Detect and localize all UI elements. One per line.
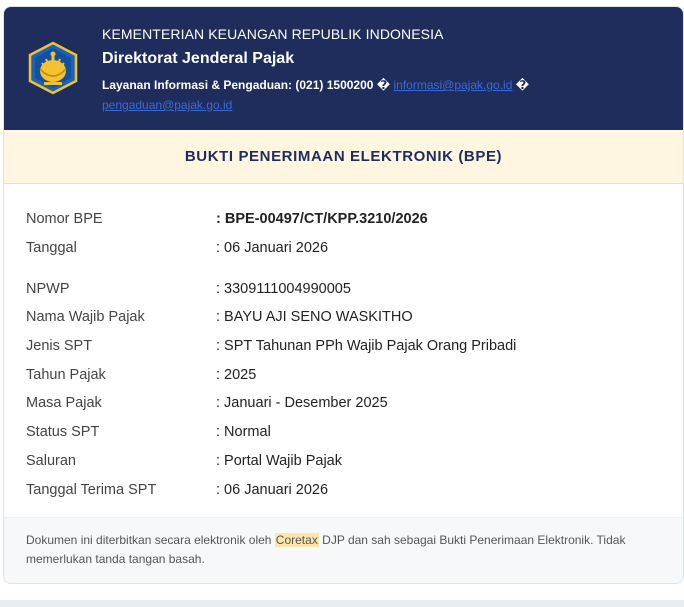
detail-row-nama bbox=[26, 303, 666, 332]
detail-label: Masa Pajak bbox=[26, 395, 102, 412]
detail-row-saluran bbox=[26, 447, 666, 476]
ministry-name: KEMENTERIAN KEUANGAN REPUBLIK INDONESIA bbox=[102, 26, 444, 42]
detail-row-tahun-pajak bbox=[26, 360, 666, 389]
detail-label: Tahun Pajak bbox=[26, 366, 106, 383]
document-title: BUKTI PENERIMAAN ELEKTRONIK (BPE) bbox=[184, 148, 503, 165]
detail-value: : 06 Januari 2026 bbox=[216, 481, 329, 498]
separator-glyph: � bbox=[376, 78, 391, 92]
detail-row-status-spt bbox=[26, 418, 666, 447]
detail-row-tanggal bbox=[26, 234, 666, 263]
detail-row-nomor-bpe bbox=[26, 205, 666, 234]
detail-value: : BAYU AJI SENO WASKITHO bbox=[216, 309, 413, 326]
coretax-highlight: Coretax bbox=[275, 533, 318, 547]
detail-value: : SPT Tahunan PPh Wajib Pajak Orang Pribadi bbox=[216, 338, 517, 355]
detail-row-masa-pajak bbox=[26, 389, 666, 418]
detail-label: Nama Wajib Pajak bbox=[26, 309, 145, 326]
detail-value: : 3309111004990005 bbox=[216, 280, 351, 297]
djp-logo-icon bbox=[26, 41, 80, 95]
email-info-link[interactable]: informasi@pajak.go.id bbox=[393, 78, 513, 92]
detail-value: : 2025 bbox=[216, 366, 257, 383]
detail-label: Tanggal bbox=[26, 240, 77, 257]
email-complaints-link[interactable]: pengaduan@pajak.go.id bbox=[102, 98, 233, 112]
document-title-banner bbox=[4, 130, 683, 184]
contact-label: Layanan Informasi & Pengaduan: (021) 1500200 bbox=[102, 78, 377, 92]
contact-info bbox=[102, 75, 542, 115]
detail-label: Nomor BPE bbox=[26, 211, 103, 228]
footer-note bbox=[4, 517, 683, 584]
detail-label: Jenis SPT bbox=[26, 338, 93, 355]
detail-list bbox=[26, 205, 666, 504]
detail-value: : Normal bbox=[216, 424, 271, 441]
separator-glyph: � bbox=[515, 78, 530, 92]
detail-row-npwp bbox=[26, 274, 666, 303]
detail-value: : BPE-00497/CT/KPP.3210/2026 bbox=[216, 211, 428, 228]
next-section-edge bbox=[0, 600, 684, 607]
detail-label: Status SPT bbox=[26, 424, 100, 441]
header bbox=[4, 7, 683, 130]
detail-value: : Januari - Desember 2025 bbox=[216, 395, 388, 412]
detail-value: : 06 Januari 2026 bbox=[216, 240, 329, 257]
detail-row-jenis-spt bbox=[26, 332, 666, 361]
detail-label: Saluran bbox=[26, 452, 76, 469]
footer-text-start: Dokumen ini diterbitkan secara elektronik oleh bbox=[26, 533, 275, 547]
detail-row-tanggal-terima bbox=[26, 475, 666, 504]
directorate-name: Direktorat Jenderal Pajak bbox=[102, 50, 295, 67]
detail-value: : Portal Wajib Pajak bbox=[216, 452, 342, 469]
detail-label: Tanggal Terima SPT bbox=[26, 481, 157, 498]
bpe-document bbox=[3, 6, 684, 584]
detail-label: NPWP bbox=[26, 280, 70, 297]
footer-text bbox=[26, 531, 656, 569]
footer-text-end: DJP dan sah sebagai Bukti Penerimaan Elektronik. Tidak memerlukan tanda tangan basah. bbox=[26, 533, 626, 566]
